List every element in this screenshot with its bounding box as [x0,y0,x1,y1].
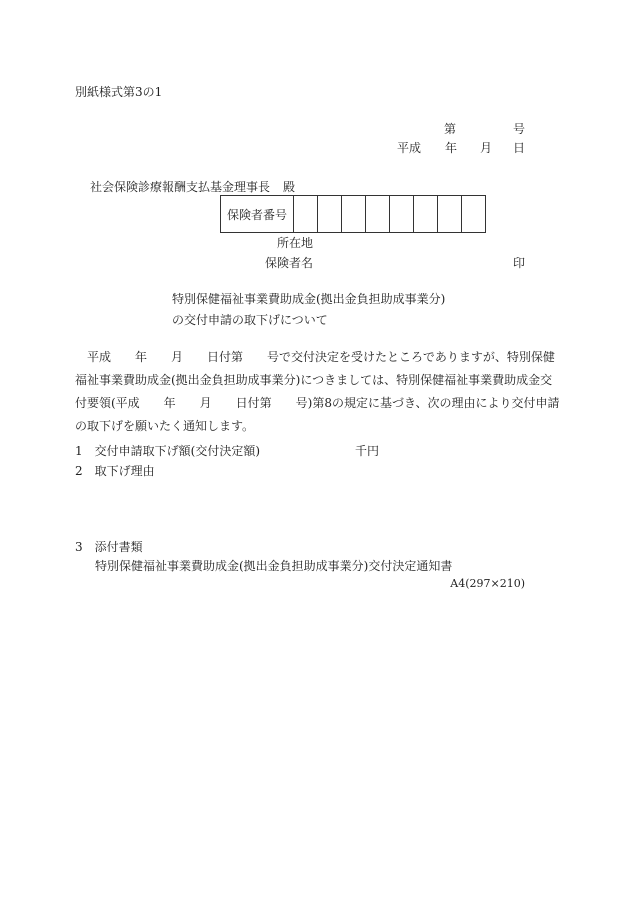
insurer-number-digit[interactable] [342,196,366,233]
date-month: 月 [480,141,493,155]
item-1-unit: 千円 [355,444,380,458]
insurer-number-digit[interactable] [294,196,318,233]
insurer-name-label: 保険者名 [265,256,314,270]
insurer-number-label: 保険者番号 [221,196,294,233]
insurer-number-digit[interactable] [462,196,486,233]
doc-number-prefix: 第 [444,122,457,136]
paper-size: A4(297×210) [450,577,525,590]
date-day: 日 [513,141,526,155]
doc-number-suffix: 号 [513,122,526,136]
item-3-label: 3 添付書類 [75,540,143,554]
title-line: 特別保健福祉事業費助成金(拠出金負担助成事業分) [172,292,446,306]
insurer-number-digit[interactable] [318,196,342,233]
honorific: 殿 [283,180,296,194]
insurer-number-digit[interactable] [366,196,390,233]
title-line: の交付申請の取下げについて [172,313,328,327]
body-line: 福祉事業費助成金(拠出金負担助成事業分)につきましては、特別保健福祉事業費助成金交 [75,373,553,387]
addressee: 社会保険診療報酬支払基金理事長 [90,180,271,194]
body-line: 付要領(平成 年 月 日付第 号)第8の規定に基づき、次の理由により交付申請 [75,396,560,410]
address-label: 所在地 [277,236,314,250]
insurer-number-digit[interactable] [438,196,462,233]
item-1-label: 1 交付申請取下げ額(交付決定額) [75,444,260,458]
item-3-detail: 特別保健福祉事業費助成金(拠出金負担助成事業分)交付決定通知書 [95,559,453,573]
insurer-number-digit[interactable] [414,196,438,233]
body-line: の取下げを願いたく通知します。 [75,419,255,433]
item-2-label: 2 取下げ理由 [75,464,155,478]
seal-mark: 印 [513,256,526,270]
insurer-number-table [220,195,486,233]
date-year: 年 [445,141,458,155]
body-line: 平成 年 月 日付第 号で交付決定を受けたところでありますが、特別保健 [75,350,555,364]
date-era: 平成 [397,141,422,155]
insurer-number-digit[interactable] [390,196,414,233]
form-number: 別紙様式第3の1 [75,85,163,99]
